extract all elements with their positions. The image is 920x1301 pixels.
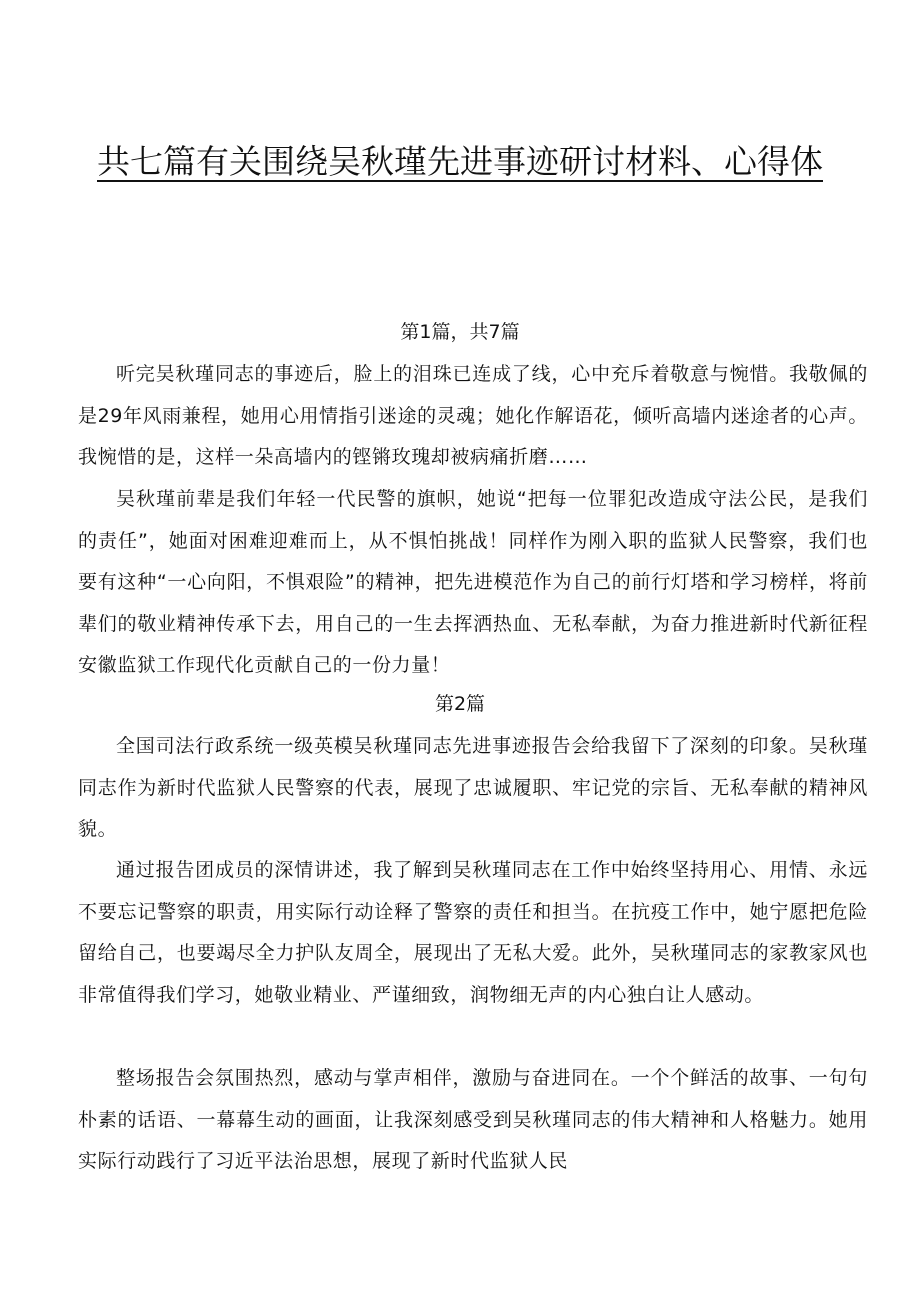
section-2-paragraph-3: 整场报告会氛围热烈，感动与掌声相伴，激励与奋进同在。一个个鲜活的故事、一句句朴素的话语、一幕幕生动的画面，让我深刻感受到吴秋瑾同志的伟大精神和人格魅力。她用实际行动践行了习近平法治思想，展现了新时代监狱人民 xyxy=(78,1067,868,1173)
section-2-paragraph-2: 通过报告团成员的深情讲述，我了解到吴秋瑾同志在工作中始终坚持用心、用情、永远不要忘记警察的职责，用实际行动诠释了警察的责任和担当。在抗疫工作中，她宁愿把危险留给自己，也要竭尽全力护队友周全，展现出了无私大爱。此外，吴秋瑾同志的家教家风也非常值得我们学习，她敬业精业、严谨细致，润物细无声的内心独白让人感动。 xyxy=(78,859,868,1006)
document-title: 共七篇有关围绕吴秋瑾先进事迹研讨材料、心得体 xyxy=(97,142,823,181)
section-1-paragraph-2: 吴秋瑾前辈是我们年轻一代民警的旗帜，她说“把每一位罪犯改造成守法公民，是我们的责任”，她面对困难迎难而上，从不惧怕挑战！同样作为刚入职的监狱人民警察，我们也要有这种“一心向阳，不惧艰险”的精神，把先进模范作为自己的前行灯塔和学习榜样，将前辈们的敬业精神传承下去，用自己的一生去挥洒热血、无私奉献，为奋力推进新时代新征程安徽监狱工作现代化贡献自己的一份力量！ xyxy=(78,488,868,677)
section-1-paragraph-1: 听完吴秋瑾同志的事迹后，脸上的泪珠已连成了线，心中充斥着敬意与惋惜。我敬佩的是29年风雨兼程，她用心用情指引迷途的灵魂；她化作解语花，倾听高墙内迷途者的心声。我惋惜的是，这样一朵高墙内的铿锵玫瑰却被病痛折磨…… xyxy=(78,363,868,469)
section-heading-2: 第2篇 xyxy=(434,693,486,715)
section-heading-1: 第1篇，共7篇 xyxy=(400,321,520,343)
section-2-paragraph-1: 全国司法行政系统一级英模吴秋瑾同志先进事迹报告会给我留下了深刻的印象。吴秋瑾同志作为新时代监狱人民警察的代表，展现了忠诚履职、牢记党的宗旨、无私奉献的精神风貌。 xyxy=(78,735,868,841)
